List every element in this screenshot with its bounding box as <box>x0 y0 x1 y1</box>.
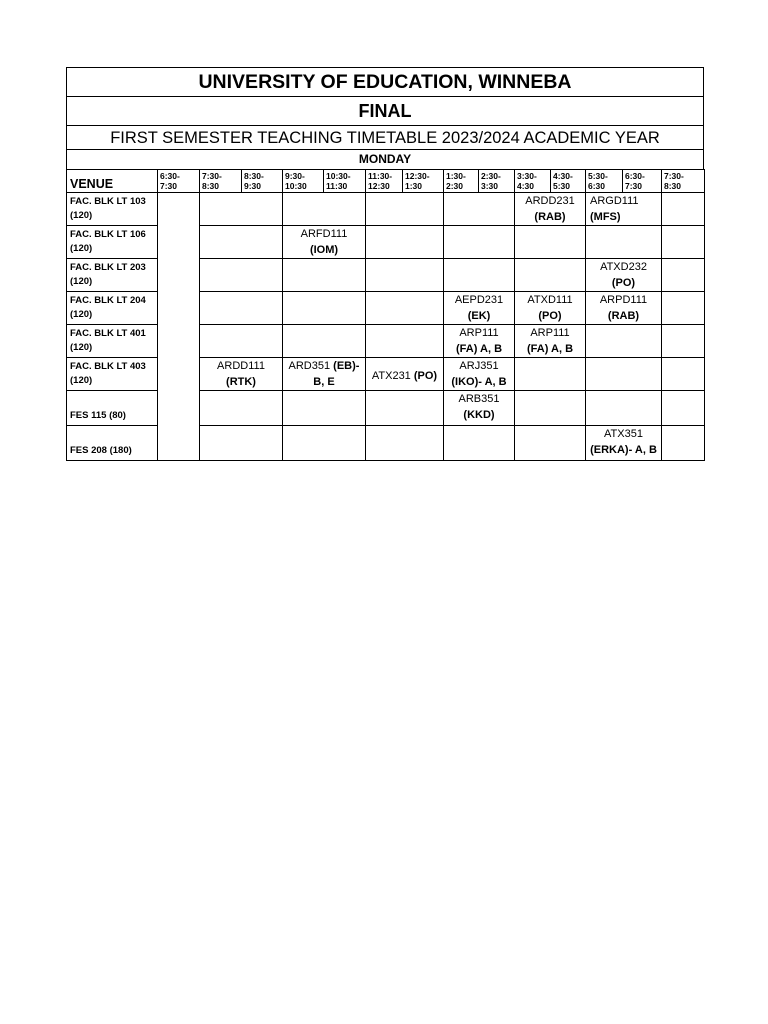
timetable-sheet <box>66 67 704 461</box>
venue-column-header: VENUE <box>67 170 158 193</box>
time-header-row <box>67 170 705 193</box>
time-slot-header: 4:30- 5:30 <box>551 170 586 193</box>
class-cell: ARFD111 (IOM) <box>283 226 366 259</box>
timetable-cell <box>283 259 366 292</box>
timetable-cell <box>586 358 662 391</box>
timetable-cell <box>444 426 515 461</box>
class-cell: ARGD111 (MFS) <box>586 193 662 226</box>
venue-cell: FAC. BLK LT 103 (120) <box>67 193 158 226</box>
timetable-cell <box>366 259 444 292</box>
timetable-cell <box>366 193 444 226</box>
timetable-cell <box>200 325 283 358</box>
time-slot-header: 6:30- 7:30 <box>623 170 662 193</box>
time-slot-header: 5:30- 6:30 <box>586 170 623 193</box>
time-slot-header: 12:30- 1:30 <box>403 170 444 193</box>
timetable-cell <box>366 391 444 426</box>
timetable-cell <box>366 292 444 325</box>
timetable-cell <box>283 325 366 358</box>
timetable-cell <box>444 259 515 292</box>
timetable-cell <box>200 391 283 426</box>
timetable-cell <box>444 193 515 226</box>
time-slot-header: 1:30- 2:30 <box>444 170 479 193</box>
time-slot-header: 11:30- 12:30 <box>366 170 403 193</box>
timetable-cell <box>515 426 586 461</box>
venue-cell: FES 208 (180) <box>67 426 158 461</box>
day-heading: MONDAY <box>66 149 704 169</box>
timetable-cell <box>200 226 283 259</box>
timetable-cell <box>515 358 586 391</box>
venue-cell: FAC. BLK LT 204 (120) <box>67 292 158 325</box>
timetable-cell <box>662 259 705 292</box>
timetable-cell <box>586 325 662 358</box>
timetable-cell <box>200 259 283 292</box>
table-row <box>67 193 705 226</box>
timetable-cell <box>662 391 705 426</box>
time-slot-header: 7:30- 8:30 <box>200 170 242 193</box>
class-cell: ARPD111 (RAB) <box>586 292 662 325</box>
class-cell: ARB351 (KKD) <box>444 391 515 426</box>
timetable-cell <box>283 426 366 461</box>
time-slot-header: 3:30- 4:30 <box>515 170 551 193</box>
timetable-cell <box>662 226 705 259</box>
timetable-subtitle: FIRST SEMESTER TEACHING TIMETABLE 2023/2024 ACADEMIC YEAR <box>66 125 704 149</box>
timetable-cell <box>366 226 444 259</box>
class-cell: ARD351 (EB)- B, E <box>283 358 366 391</box>
timetable-cell <box>662 193 705 226</box>
timetable-cell <box>200 292 283 325</box>
timetable-cell <box>444 226 515 259</box>
class-cell: ATX351 (ERKA)- A, B <box>586 426 662 461</box>
time-slot-header: 2:30- 3:30 <box>479 170 515 193</box>
timetable-cell <box>366 325 444 358</box>
timetable-cell <box>200 193 283 226</box>
timetable-cell <box>515 226 586 259</box>
timetable-cell <box>586 226 662 259</box>
venue-cell: FAC. BLK LT 203 (120) <box>67 259 158 292</box>
time-slot-header: 7:30- 8:30 <box>662 170 705 193</box>
timetable-cell <box>662 358 705 391</box>
class-cell: AEPD231 (EK) <box>444 292 515 325</box>
timetable-cell <box>200 426 283 461</box>
venue-cell: FES 115 (80) <box>67 391 158 426</box>
time-slot-header: 6:30- 7:30 <box>158 170 200 193</box>
timetable-cell <box>515 391 586 426</box>
venue-cell: FAC. BLK LT 401 (120) <box>67 325 158 358</box>
timetable-grid <box>66 169 705 461</box>
class-cell: ARDD111 (RTK) <box>200 358 283 391</box>
venue-cell: FAC. BLK LT 403 (120) <box>67 358 158 391</box>
class-cell: ATXD232 (PO) <box>586 259 662 292</box>
class-cell: ARP111 (FA) A, B <box>515 325 586 358</box>
class-cell: ARP111 (FA) A, B <box>444 325 515 358</box>
university-title: UNIVERSITY OF EDUCATION, WINNEBA <box>66 67 704 96</box>
timetable-cell <box>662 426 705 461</box>
timetable-cell <box>586 391 662 426</box>
class-cell: ARJ351 (IKO)- A, B <box>444 358 515 391</box>
time-slot-header: 9:30- 10:30 <box>283 170 324 193</box>
timetable-cell <box>283 391 366 426</box>
timetable-cell <box>366 426 444 461</box>
timetable-cell <box>283 193 366 226</box>
timetable-cell <box>515 259 586 292</box>
timetable-cell <box>662 292 705 325</box>
time-slot-header: 10:30- 11:30 <box>324 170 366 193</box>
timetable-cell <box>662 325 705 358</box>
class-cell: ATXD111 (PO) <box>515 292 586 325</box>
time-slot-header: 8:30- 9:30 <box>242 170 283 193</box>
final-label: FINAL <box>66 96 704 125</box>
timetable-cell <box>158 193 200 461</box>
class-cell: ATX231 (PO) <box>366 358 444 391</box>
venue-cell: FAC. BLK LT 106 (120) <box>67 226 158 259</box>
timetable-cell <box>283 292 366 325</box>
class-cell: ARDD231 (RAB) <box>515 193 586 226</box>
